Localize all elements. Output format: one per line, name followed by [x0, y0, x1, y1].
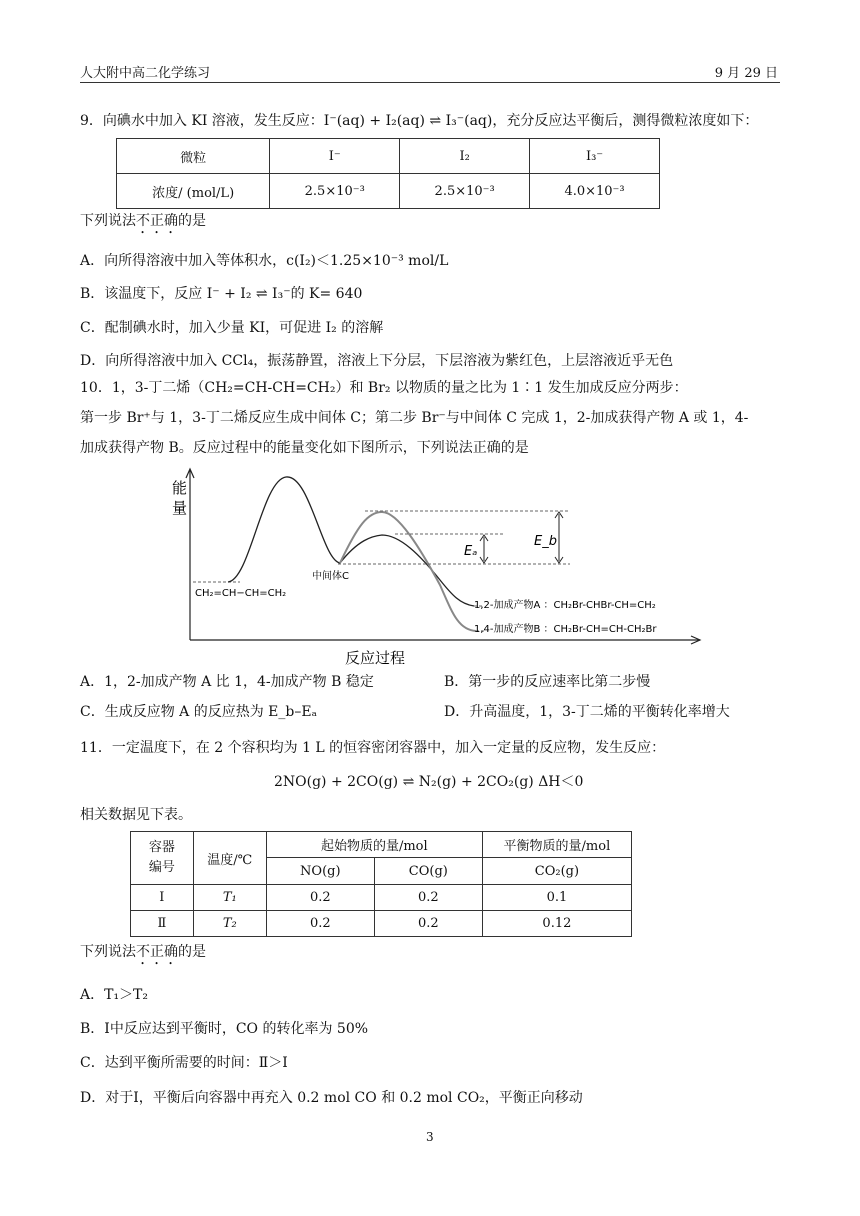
path-a-curve — [340, 535, 474, 606]
q9-th-i-minus: I⁻ — [270, 139, 400, 174]
q10-line-3: 加成获得产物 B。反应过程中的能量变化如下图所示，下列说法正确的是 — [80, 440, 529, 456]
q9-prompt-pre: 下列说法 — [80, 213, 136, 229]
q11-r1-no: 0.2 — [266, 885, 374, 911]
q11-equation: 2NO(g) + 2CO(g) ⇌ N₂(g) + 2CO₂(g) ΔH＜0 — [274, 774, 584, 790]
reactant-label: CH₂=CH−CH=CH₂ — [195, 588, 287, 599]
q11-option-c: C．达到平衡所需要的时间：Ⅱ＞Ⅰ — [80, 1055, 288, 1071]
q9-option-d: D．向所得溶液中加入 CCl₄，振荡静置，溶液上下分层，下层溶液为紫红色，上层溶液近乎无色 — [80, 353, 674, 369]
q11-r2-id: Ⅱ — [131, 911, 194, 937]
q11-r2-co: 0.2 — [374, 911, 482, 937]
q11-th-temp: 温度/℃ — [193, 832, 266, 885]
q9-option-b: B．该温度下，反应 I⁻ + I₂ ⇌ I₃⁻的 K= 640 — [80, 286, 363, 302]
q11-prompt-pre: 下列说法 — [80, 944, 136, 960]
q11-th-container-2: 编号 — [148, 860, 175, 875]
q11-r2-no: 0.2 — [266, 911, 374, 937]
q9-option-a: A．向所得溶液中加入等体积水，c(I₂)＜1.25×10⁻³ mol/L — [80, 253, 449, 269]
q9-prompt-emph: 不正确 — [136, 213, 178, 229]
product-a-label: 1,2-加成产物A ：CH₂Br-CHBr-CH=CH₂ — [474, 600, 656, 611]
product-b-label: 1,4-加成产物B ：CH₂Br-CH=CH-CH₂Br — [474, 624, 657, 635]
q11-th-co2: CO₂(g) — [482, 858, 631, 885]
q11-stem: 11．一定温度下，在 2 个容积均为 1 L 的恒容密闭容器中，加入一定量的反应物，发生反应： — [80, 740, 666, 756]
q9-stem: 9．向碘水中加入 KI 溶液，发生反应：I⁻(aq) + I₂(aq) ⇌ I₃⁻(aq)，充分反应达平衡后，测得微粒浓度如下： — [80, 113, 759, 129]
q11-th-start: 起始物质的量/mol — [266, 832, 482, 858]
q11-prompt — [80, 942, 206, 968]
q11-table — [130, 831, 632, 937]
q10-option-c: C．生成反应物 A 的反应热为 E_b–Eₐ — [80, 704, 317, 720]
y-label-1: 能 — [172, 479, 188, 497]
eb-label: E_b — [534, 534, 557, 549]
energy-diagram — [0, 460, 860, 670]
q10-option-a: A．1，2-加成产物 A 比 1，4-加成产物 B 稳定 — [80, 674, 374, 690]
q9-td-i-minus: 2.5×10⁻³ — [270, 174, 400, 209]
q9-td-label: 浓度/ (mol/L) — [117, 174, 270, 209]
q9-prompt-post: 的是 — [178, 213, 206, 229]
q11-th-container-1: 容器 — [148, 840, 175, 855]
y-label-2: 量 — [172, 499, 188, 517]
q11-r1-id: Ⅰ — [131, 885, 194, 911]
page-number: 3 — [426, 1130, 434, 1144]
table-row — [131, 885, 632, 911]
header-right: 9 月 29 日 — [714, 66, 778, 81]
intermediate-label: 中间体C — [312, 571, 349, 582]
q9-th-species: 微粒 — [117, 139, 270, 174]
q9-td-i2: 2.5×10⁻³ — [400, 174, 530, 209]
q11-r2-co2: 0.12 — [482, 911, 631, 937]
q11-th-container — [131, 832, 194, 885]
q11-prompt-post: 的是 — [178, 944, 206, 960]
header-left: 人大附中高二化学练习 — [80, 66, 211, 81]
q11-option-a: A．T₁＞T₂ — [80, 987, 149, 1003]
q11-r2-temp: T₂ — [193, 911, 266, 937]
q10-line-1: 10．1，3-丁二烯（CH₂=CH-CH=CH₂）和 Br₂ 以物质的量之比为 1∶1 发生加成反应分两步： — [80, 380, 688, 396]
q11-r1-co2: 0.1 — [482, 885, 631, 911]
table-row — [131, 911, 632, 937]
q9-prompt — [80, 211, 206, 237]
step1-curve — [228, 477, 340, 582]
header-rule — [80, 82, 780, 83]
q10-option-d: D．升高温度，1，3-丁二烯的平衡转化率增大 — [444, 704, 730, 720]
q10-line-2: 第一步 Br⁺与 1，3-丁二烯反应生成中间体 C；第二步 Br⁻与中间体 C 完成 1，2-加成获得产物 A 或 1，4- — [80, 410, 749, 426]
path-b-curve — [340, 512, 476, 631]
q11-prompt-emph: 不正确 — [136, 944, 178, 960]
q11-th-eq: 平衡物质的量/mol — [482, 832, 631, 858]
q10-option-b: B．第一步的反应速率比第二步慢 — [444, 674, 651, 690]
ea-label: Eₐ — [464, 544, 478, 559]
q11-intro: 相关数据见下表。 — [80, 807, 192, 823]
x-label: 反应过程 — [345, 649, 406, 667]
q9-th-i3: I₃⁻ — [530, 139, 660, 174]
q9-th-i2: I₂ — [400, 139, 530, 174]
q11-option-b: B．Ⅰ中反应达到平衡时，CO 的转化率为 50% — [80, 1021, 369, 1037]
q11-option-d: D．对于Ⅰ，平衡后向容器中再充入 0.2 mol CO 和 0.2 mol CO₂，平衡正向移动 — [80, 1090, 583, 1106]
q11-r1-co: 0.2 — [374, 885, 482, 911]
q9-td-i3: 4.0×10⁻³ — [530, 174, 660, 209]
q9-table — [116, 138, 660, 209]
q11-r1-temp: T₁ — [193, 885, 266, 911]
q11-th-co: CO(g) — [374, 858, 482, 885]
q11-th-no: NO(g) — [266, 858, 374, 885]
q9-option-c: C．配制碘水时，加入少量 KI，可促进 I₂ 的溶解 — [80, 320, 384, 336]
